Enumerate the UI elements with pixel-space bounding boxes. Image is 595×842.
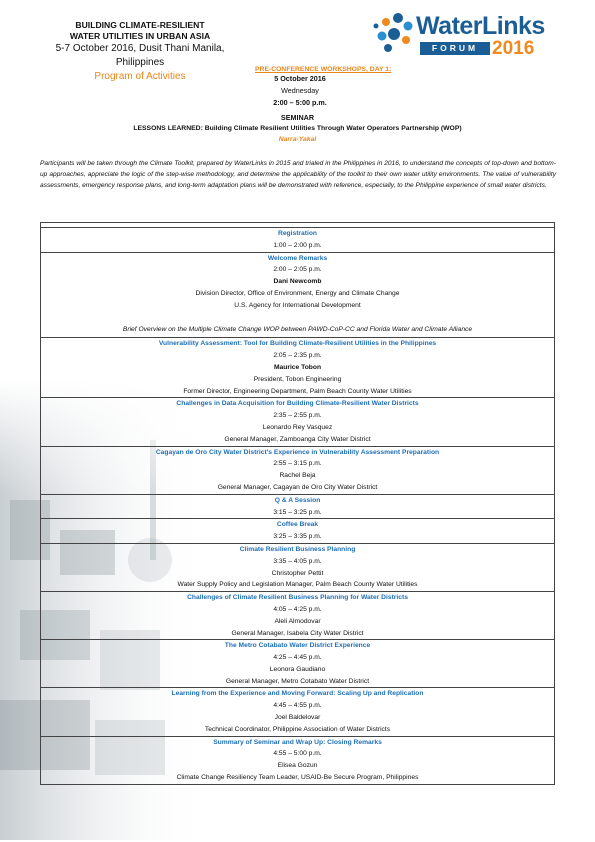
session-speaker: Leonora Gaudiano: [269, 665, 326, 673]
logo-year: 2016: [492, 38, 535, 59]
seminar-venue: Narra-Yakal: [278, 136, 317, 143]
session-time: 3:25 – 3:35 p.m.: [273, 533, 322, 541]
logo-name: WaterLinks: [416, 12, 545, 40]
session-time: 4:25 – 4:45 p.m.: [273, 654, 322, 662]
session-speaker-org: U.S. Agency for International Development: [234, 301, 361, 309]
event-date-line2: Philippines: [115, 57, 165, 68]
session-time: 2:00 – 2:05 p.m.: [273, 266, 322, 274]
session-row: [40, 446, 555, 494]
session-speaker: Maurice Tobon: [273, 363, 322, 371]
session-speaker: Joel Baldelovar: [274, 714, 321, 722]
session-title: Summary of Seminar and Wrap Up: Closing Remarks: [213, 738, 382, 746]
event-title-line1: BUILDING CLIMATE-RESILIENT: [75, 20, 205, 30]
session-time: 4:05 – 4:25 p.m.: [273, 605, 322, 613]
seminar-label: SEMINAR: [280, 113, 315, 122]
session-row: [40, 397, 555, 445]
session-title: Cagayan de Oro City Water District's Experience in Vulnerability Assessment Preparation: [155, 448, 440, 456]
session-speaker-role: General Manager, Zamboanga City Water District: [224, 435, 371, 443]
session-title: Q & A Session: [274, 496, 321, 504]
session-title: Registration: [277, 230, 317, 237]
seminar-title: LESSONS LEARNED: Building Climate Resilient Utilities Through Water Operators Partnership (WOP): [133, 125, 462, 132]
session-row: [40, 736, 555, 785]
session-speaker: Aleli Almodovar: [274, 617, 321, 625]
session-time: 3:35 – 4:05 p.m.: [273, 557, 322, 565]
water-droplets-icon: [372, 12, 418, 58]
seminar-heading: [0, 112, 595, 145]
day-block: [255, 66, 392, 109]
session-row: [40, 494, 555, 519]
session-speaker: Elisea Gozun: [277, 762, 318, 770]
event-title-line2: WATER UTILITIES IN URBAN ASIA: [69, 31, 211, 41]
session-row: [40, 252, 555, 324]
session-speaker: Christopher Pettit: [271, 569, 324, 577]
session-speaker-role: General Manager, Isabela City Water District: [231, 629, 364, 637]
event-date-line1: 5-7 October 2016, Dusit Thani Manila,: [55, 43, 225, 54]
program-label: Program of Activities: [94, 71, 186, 82]
session-row: [40, 639, 555, 687]
session-speaker-role: President, Tobon Engineering: [253, 375, 342, 383]
session-speaker: Rachel Beja: [279, 472, 316, 480]
session-speaker-role: Technical Coordinator, Philippine Association of Water Districts: [204, 725, 391, 733]
session-speaker-org: Former Director, Engineering Department, Palm Beach County Water Utilities: [183, 387, 412, 395]
session-title: Learning from the Experience and Moving Forward: Scaling Up and Replication: [171, 690, 424, 698]
session-speaker: Leonardo Rey Vasquez: [262, 423, 333, 431]
session-time: 4:55 – 5:00 p.m.: [273, 750, 322, 758]
logo-forum: FORUM: [420, 42, 490, 55]
day-time: 2:00 – 5:00 p.m.: [273, 98, 327, 107]
session-time: 2:05 – 2:35 p.m.: [273, 352, 322, 360]
session-time: 4:45 – 4:55 p.m.: [273, 702, 322, 710]
session-title: The Metro Cotabato Water District Experience: [224, 642, 371, 650]
session-title: Challenges of Climate Resilient Business Planning for Water Districts: [187, 594, 408, 602]
session-row: [40, 337, 555, 397]
session-title: Vulnerability Assessment: Tool for Building Climate-Resilient Utilities in the Philippines: [158, 340, 437, 348]
session-row: [40, 518, 555, 543]
session-speaker-role: General Manager, Metro Cotabato Water District: [225, 677, 370, 685]
session-row: [40, 227, 555, 252]
session-speaker: Dani Newcomb: [273, 278, 322, 286]
intro-paragraph: Participants will be taken through the Climate Toolkit, prepared by WaterLinks in 2015 and trialed in the Philippines in 2016, to understand the concepts of top-down and bottom-up approaches, appreciate the logic of the step-wise methodology, and determine the applicability of the toolkit to their own water utility environments. The value of vulnerability assessments, emergency response plans, and long-term adaptation plans will be demonstrated with reference, especially, to the Philippine experience of small water districts.: [40, 160, 556, 190]
session-row: [40, 687, 555, 735]
session-time: 2:55 – 3:15 p.m.: [273, 460, 322, 468]
waterlinks-forum-logo: [372, 12, 545, 62]
session-time: 2:35 – 2:55 p.m.: [273, 412, 322, 420]
day-date: 5 October 2016: [274, 74, 326, 83]
session-time: 3:15 – 3:25 p.m.: [273, 508, 322, 516]
blank-line: [41, 312, 554, 324]
session-row: [40, 591, 555, 639]
session-time: 1:00 – 2:00 p.m.: [273, 241, 322, 249]
day-weekday: Wednesday: [281, 86, 319, 95]
session-speaker-role: Division Director, Office of Environment, Energy and Climate Change: [195, 289, 400, 297]
session-title: Coffee Break: [276, 521, 319, 529]
session-speaker-role: Climate Change Resiliency Team Leader, USAID-Be Secure Program, Philippines: [176, 774, 419, 782]
event-header: [30, 20, 250, 83]
schedule-table: [40, 222, 555, 785]
overview-note: Brief Overview on the Multiple Climate Change WOP between PAWD-CoP-CC and Florida Water and Climate Alliance: [40, 323, 555, 337]
session-title: Welcome Remarks: [267, 254, 328, 262]
session-speaker-role: General Manager, Cagayan de Oro City Water District: [217, 483, 378, 491]
session-title: Climate Resilient Business Planning: [239, 545, 356, 553]
day-title: PRE-CONFERENCE WORKSHOPS, DAY 1:: [255, 66, 392, 73]
session-title: Challenges in Data Acquisition for Building Climate-Resilient Water Districts: [176, 400, 419, 408]
session-speaker-role: Water Supply Policy and Legislation Manager, Palm Beach County Water Utilities: [177, 581, 418, 589]
session-row: [40, 543, 555, 591]
